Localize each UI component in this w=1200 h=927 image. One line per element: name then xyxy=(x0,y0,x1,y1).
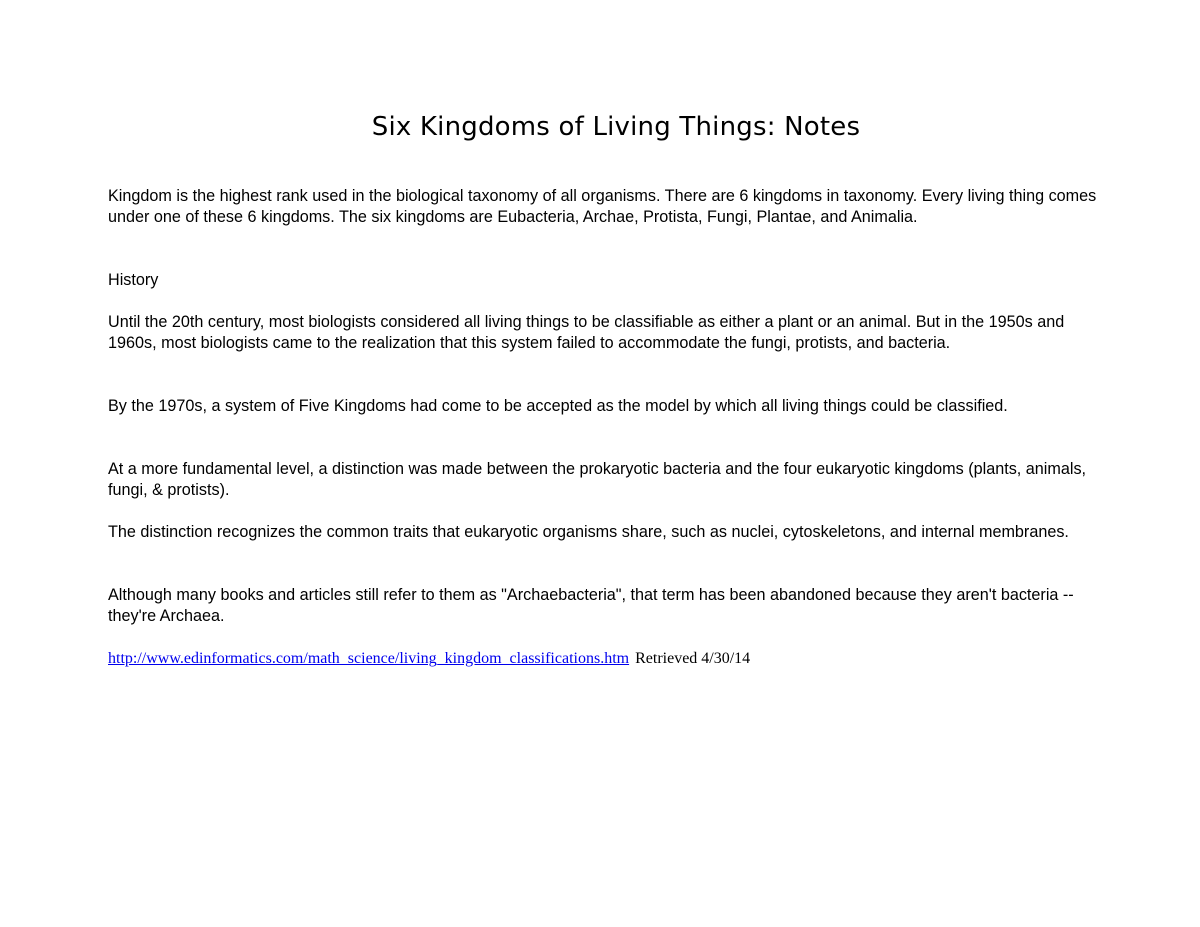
retrieved-date: Retrieved 4/30/14 xyxy=(635,650,751,667)
history-heading: History xyxy=(108,271,159,289)
source-citation xyxy=(108,649,750,669)
paragraph-20th-century: Until the 20th century, most biologists considered all living things to be classifiable as either a plant or an animal. But in the 1950s and 1960s, most biologists came to the realization that this system failed to accommodate the fungi, protists, and bacteria. xyxy=(108,313,1065,352)
intro-paragraph: Kingdom is the highest rank used in the biological taxonomy of all organisms. There are 6 kingdoms in taxonomy. Every living thing comes under one of these 6 kingdoms. The six kingdoms are Eubacteria, Archae, Protista, Fungi, Plantae, and Animalia. xyxy=(108,187,1097,226)
paragraph-archaea: Although many books and articles still refer to them as "Archaebacteria", that term has been abandoned because they aren't bacteria -- they're Archaea. xyxy=(108,586,1074,625)
paragraph-five-kingdoms: By the 1970s, a system of Five Kingdoms had come to be accepted as the model by which all living things could be classified. xyxy=(108,397,1008,415)
source-link[interactable]: http://www.edinformatics.com/math_science/living_kingdom_classifications.htm xyxy=(108,650,630,667)
page-title: Six Kingdoms of Living Things: Notes xyxy=(371,112,861,142)
paragraph-eukaryotic-traits: The distinction recognizes the common traits that eukaryotic organisms share, such as nuclei, cytoskeletons, and internal membranes. xyxy=(108,523,1069,541)
paragraph-prokaryotic-distinction: At a more fundamental level, a distinction was made between the prokaryotic bacteria and the four eukaryotic kingdoms (plants, animals, fungi, & protists). xyxy=(108,460,1087,499)
